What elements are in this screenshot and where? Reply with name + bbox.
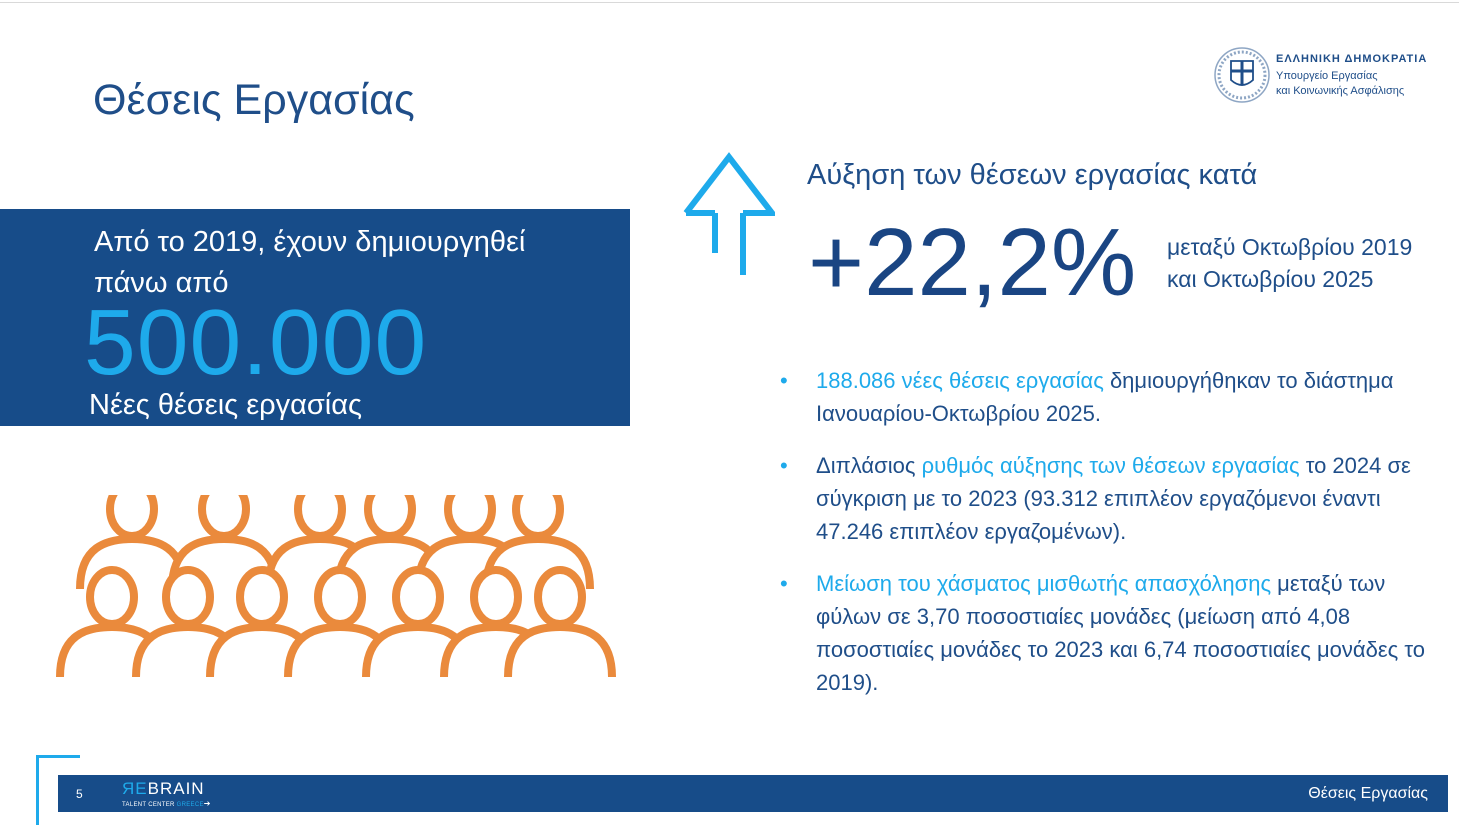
brand-country: GREECE <box>176 802 204 808</box>
increase-period-line2: και Οκτωβρίου 2025 <box>1167 266 1374 292</box>
highlight-label: Νέες θέσεις εργασίας <box>89 389 362 421</box>
list-item <box>780 567 1430 699</box>
bullet-marker: • <box>780 571 788 596</box>
top-divider <box>0 2 1459 3</box>
bullet-list <box>780 364 1430 718</box>
increase-label: Αύξηση των θέσεων εργασίας κατά <box>807 159 1258 191</box>
brand-sub: TALENT CENTER <box>122 802 175 808</box>
people-group-icon <box>56 495 616 681</box>
footer-title: Θέσεις Εργασίας <box>1308 785 1428 802</box>
bullet-highlight: Μείωση του χάσματος μισθωτής απασχόλησης <box>816 571 1272 596</box>
bullet-highlight: 188.086 νέες θέσεις εργασίας <box>816 368 1104 393</box>
bullet-highlight: ρυθμός αύξησης των θέσεων εργασίας <box>921 453 1300 478</box>
ministry-logo <box>1213 46 1453 106</box>
logo-ministry-line1: Υπουργείο Εργασίας <box>1276 70 1378 82</box>
footer-bar <box>58 775 1448 812</box>
brand-brain: BRAIN <box>147 779 205 798</box>
up-arrow-icon <box>683 151 775 279</box>
list-item <box>780 364 1430 430</box>
increase-value: +22,2% <box>808 209 1137 316</box>
list-item <box>780 449 1430 548</box>
increase-period <box>1167 231 1412 295</box>
brand-name <box>122 779 205 799</box>
highlight-intro: Από το 2019, έχουν δημιουργηθεί πάνω από <box>94 226 526 299</box>
logo-country-name: ΕΛΛΗΝΙΚΗ ΔΗΜΟΚΡΑΤΙΑ <box>1276 53 1428 65</box>
bullet-marker: • <box>780 453 788 478</box>
bullet-text: το 2024 σε σύγκριση με το 2023 (93.312 επιπλέον εργαζόμενοι έναντι 47.246 επιπλέον εργαζομένων). <box>816 453 1411 544</box>
logo-ministry-line2: και Κοινωνικής Ασφάλισης <box>1276 85 1405 97</box>
increase-period-line1: μεταξύ Οκτωβρίου 2019 <box>1167 234 1413 260</box>
bullet-marker: • <box>780 368 788 393</box>
rebrain-logo <box>122 779 232 809</box>
bullet-text: δημιουργήθηκαν το διάστημα Ιανουαρίου-Οκτωβρίου 2025. <box>816 368 1394 426</box>
bullet-text: μεταξύ των φύλων σε 3,70 ποσοστιαίες μονάδες (μείωση από 4,08 ποσοστιαίες μονάδες το 2023 και 6,74 ποσοστιαίες μονάδες το 2019). <box>816 571 1425 695</box>
brand-re: ЯE <box>122 779 148 798</box>
bullet-prefix: Διπλάσιος <box>816 453 922 478</box>
page-title: Θέσεις Εργασίας <box>93 76 415 124</box>
highlight-number: 500.000 <box>84 290 428 394</box>
page-number: 5 <box>76 787 83 801</box>
arrow-right-icon: ➔ <box>203 799 211 808</box>
greek-coat-of-arms-icon <box>1213 46 1271 104</box>
brand-subtitle <box>122 799 211 808</box>
